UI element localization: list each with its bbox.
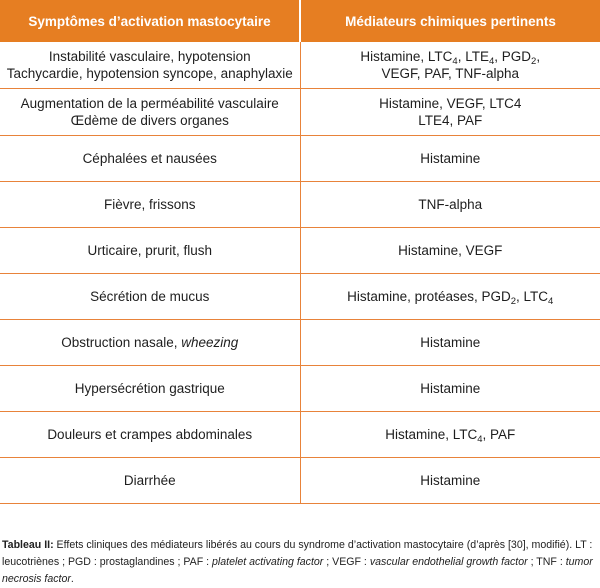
mediator-text: VEGF, PAF, TNF-alpha — [381, 66, 520, 81]
symptom-cell: Sécrétion de mucus — [0, 274, 300, 320]
table-body — [0, 42, 600, 504]
caption-segment: ; TNF : — [527, 555, 566, 568]
mediator-text: , PGD — [494, 49, 532, 64]
mediator-line — [307, 48, 595, 65]
mediator-line — [307, 95, 595, 112]
symptom-line: Instabilité vasculaire, hypotension — [48, 49, 251, 64]
mediator-text: Histamine — [420, 151, 481, 166]
mediator-cell — [300, 320, 600, 366]
mediator-cell — [300, 42, 600, 89]
caption-label: Tableau II: — [2, 538, 54, 551]
table-row — [0, 274, 600, 320]
mediator-text: TNF-alpha — [418, 197, 483, 212]
caption-italic: platelet activating factor — [212, 555, 324, 568]
table-header — [0, 0, 600, 42]
table-row — [0, 89, 600, 136]
symptom-cell: Obstruction nasale, wheezing — [0, 320, 300, 366]
mediator-text: , LTE — [457, 49, 489, 64]
subscript: 2 — [510, 296, 517, 307]
caption-text — [2, 539, 593, 585]
caption-italic: tumor necrosis factor — [2, 555, 593, 585]
subscript: 4 — [477, 434, 483, 445]
symptom-line: Augmentation de la perméabilité vasculaire — [20, 96, 279, 111]
header-row — [0, 0, 600, 42]
mediator-text: Histamine, VEGF — [398, 243, 503, 258]
caption-segment: . — [70, 572, 74, 585]
symptom-cell: Hypersécrétion gastrique — [0, 366, 300, 412]
caption-italic: vascular endothelial growth factor — [369, 555, 528, 568]
mediator-text: Histamine, VEGF, LTC4 — [379, 96, 522, 111]
mediator-text: Histamine, LTC — [360, 49, 453, 64]
mediator-line — [307, 472, 595, 489]
mediator-cell — [300, 182, 600, 228]
mediator-text: , — [536, 49, 541, 64]
table-row — [0, 366, 600, 412]
symptom-cell — [0, 89, 300, 136]
mediator-text: Histamine — [420, 335, 481, 350]
mediator-cell — [300, 458, 600, 504]
mediator-text: Histamine, protéases, PGD — [347, 289, 511, 304]
mediator-line — [307, 196, 595, 213]
table-row — [0, 320, 600, 366]
table-row — [0, 458, 600, 504]
mediator-line — [307, 334, 595, 351]
mediator-line — [307, 380, 595, 397]
symptom-cell: Fièvre, frissons — [0, 182, 300, 228]
mediator-line — [307, 426, 595, 443]
symptom-cell — [0, 42, 300, 89]
symptom-text: wheezing — [181, 335, 239, 350]
mediator-cell — [300, 366, 600, 412]
subscript: 4 — [548, 296, 554, 307]
symptom-cell: Céphalées et nausées — [0, 136, 300, 182]
table-row — [0, 136, 600, 182]
mediator-text: , PAF — [482, 427, 516, 442]
mediator-cell — [300, 136, 600, 182]
mediator-text: LTE4, PAF — [418, 113, 483, 128]
mediator-line — [307, 65, 595, 82]
symptom-line: Œdème de divers organes — [70, 113, 229, 128]
table-row — [0, 412, 600, 458]
caption-segment: ; VEGF : — [323, 555, 370, 568]
table-row — [0, 182, 600, 228]
table-row — [0, 228, 600, 274]
mediator-cell — [300, 412, 600, 458]
mediator-cell — [300, 89, 600, 136]
header-symptoms: Symptômes d’activation mastocytaire — [0, 0, 300, 42]
caption-segment: Effets cliniques des médiateurs libérés au cours du syndrome d’activation mastocytaire (d’après [30], modifié). LT : leucotriènes ; PGD : prostaglandines ; PAF : — [2, 538, 593, 568]
symptom-line: Tachycardie, hypotension syncope, anaphylaxie — [6, 66, 293, 81]
mediator-cell — [300, 274, 600, 320]
mediator-text: , LTC — [516, 289, 549, 304]
mediator-text: Histamine — [420, 473, 481, 488]
subscript: 4 — [452, 56, 458, 67]
header-mediators: Médiateurs chimiques pertinents — [300, 0, 600, 42]
symptom-cell: Urticaire, prurit, flush — [0, 228, 300, 274]
mediator-cell — [300, 228, 600, 274]
subscript: 2 — [531, 56, 537, 67]
mediator-text: Histamine — [420, 381, 481, 396]
subscript: 4 — [488, 56, 495, 67]
mediator-line — [307, 242, 595, 259]
table-caption — [2, 537, 598, 588]
symptom-cell: Diarrhée — [0, 458, 300, 504]
table-row — [0, 42, 600, 89]
mediator-line — [307, 112, 595, 129]
symptom-cell: Douleurs et crampes abdominales — [0, 412, 300, 458]
mediator-line — [307, 288, 595, 305]
mediator-line — [307, 150, 595, 167]
mediator-text: Histamine, LTC — [385, 427, 478, 442]
